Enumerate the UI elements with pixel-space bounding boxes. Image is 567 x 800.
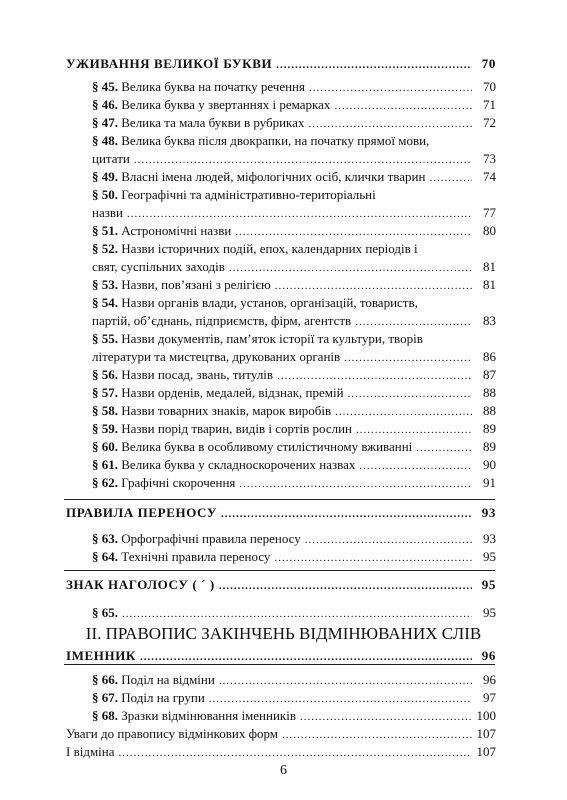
toc-plain-entry: І відміна ..... 107 xyxy=(66,744,496,761)
toc-item-line2: свят, суспільних заходів ..... 81 xyxy=(92,259,496,276)
toc-item: § 47. Велика та мала букви в рубриках ..... 72 xyxy=(92,115,496,132)
toc-item-line1: § 54. Назви органів влади, установ, організацій, товариств, xyxy=(92,295,418,310)
toc-section-heading xyxy=(66,56,496,73)
toc-item: § 57. Назви орденів, медалей, відзнак, премій ..... 88 xyxy=(92,385,496,402)
toc-item: § 60. Велика буква в особливому стилістичному вживанні ..... 89 xyxy=(92,439,496,456)
page-number: 6 xyxy=(280,763,287,778)
toc-item-line2: назви ..... 77 xyxy=(92,205,496,222)
section-title: ПРАВИЛА ПЕРЕНОСУ xyxy=(66,505,218,520)
toc-item: § 45. Велика буква на початку речення ..... 70 xyxy=(92,79,496,96)
toc-section-heading xyxy=(66,505,496,522)
section-page: 93 xyxy=(481,505,496,520)
toc-section-heading xyxy=(66,577,496,594)
toc-plain-entry: Уваги до правопису відмінкових форм ..... 107 xyxy=(66,726,496,743)
subsection-page: 96 xyxy=(481,648,496,663)
toc-item: § 62. Графічні скорочення ..... 91 xyxy=(92,475,496,492)
toc-item: § 66. Поділ на відміни ..... 96 xyxy=(92,672,496,689)
toc-item: § 63. Орфографічні правила переносу ..... 93 xyxy=(92,531,496,548)
toc-item-line2: партій, об’єднань, підприємств, фірм, агентств ..... 83 xyxy=(92,313,496,330)
section-title: ЗНАК НАГОЛОСУ ( ´ ) xyxy=(66,577,215,592)
toc-item-line2: літератури та мистецтва, друкованих органів ..... 86 xyxy=(92,349,496,366)
toc-item: § 59. Назви порід тварин, видів і сортів рослин ..... 89 xyxy=(92,421,496,438)
toc-item: § 64. Технічні правила переносу ..... 95 xyxy=(92,549,496,566)
section-page: 70 xyxy=(481,56,496,71)
toc-subsection-heading xyxy=(66,648,496,665)
section-title: УЖИВАННЯ ВЕЛИКОЇ БУКВИ xyxy=(66,56,273,71)
toc-item-line1: § 55. Назви документів, пам’яток історії та культури, творів xyxy=(92,331,423,346)
toc-item: § 49. Власні імена людей, міфологічних осіб, клички тварин ..... 74 xyxy=(92,169,496,186)
toc-item-line1: § 50. Географічні та адміністративно-територіальні xyxy=(92,187,376,202)
toc-item-line1: § 48. Велика буква після двокрапки, на початку прямої мови, xyxy=(92,133,430,148)
toc-item: § 58. Назви товарних знаків, марок виробів ..... 88 xyxy=(92,403,496,420)
divider xyxy=(64,570,495,571)
toc-item-line1: § 52. Назви історичних подій, епох, календарних періодів і xyxy=(92,241,418,256)
toc-item: § 46. Велика буква у звертаннях і ремарках ..... 71 xyxy=(92,97,496,114)
toc-item: § 67. Поділ на групи ..... 97 xyxy=(92,690,496,707)
toc-item: § 53. Назви, пов’язані з релігією ..... 81 xyxy=(92,277,496,294)
section-page: 95 xyxy=(481,577,496,592)
subsection-title: ІМЕННИК xyxy=(66,648,136,663)
toc-item-line2: цитати ..... 73 xyxy=(92,151,496,168)
toc-item: § 51. Астрономічні назви ..... 80 xyxy=(92,223,496,240)
toc-item: § 61. Велика буква у складноскорочених назвах ..... 90 xyxy=(92,457,496,474)
divider xyxy=(64,499,495,500)
toc-item: § 56. Назви посад, звань, титулів ..... 87 xyxy=(92,367,496,384)
toc-item: § 65. ..... 95 xyxy=(92,605,496,622)
divider xyxy=(64,664,495,665)
chapter-title: ІІ. ПРАВОПИС ЗАКІНЧЕНЬ ВІДМІНЮВАНИХ СЛІВ xyxy=(85,624,482,643)
toc-item: § 68. Зразки відмінювання іменників ..... 100 xyxy=(92,708,496,725)
